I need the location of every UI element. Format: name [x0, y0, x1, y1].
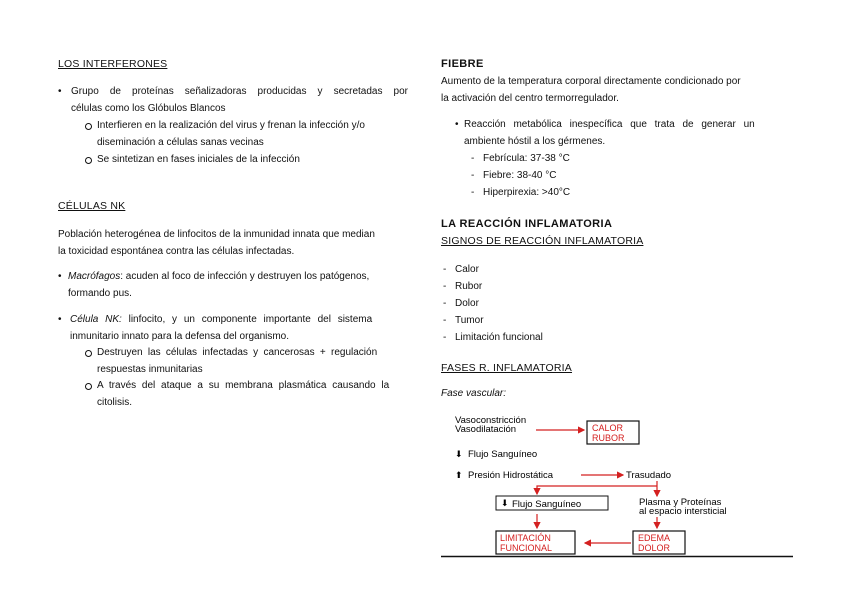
plasma-label-1: Plasma y Proteínas: [639, 497, 722, 508]
inflamatoria-heading: LA REACCIÓN INFLAMATORIA: [441, 218, 613, 230]
interferones-sub1-line2: diseminación a células sanas vecinas: [97, 137, 264, 148]
fiebre-para-line2: la activación del centro termorregulador.: [441, 92, 619, 104]
dash-marker: -: [443, 332, 447, 343]
ring-bullet-icon: [85, 350, 92, 357]
interferones-sub1-line1: Interfieren en la realización del virus y frenan la infección y/o: [97, 120, 365, 131]
macrofagos-line2: formando pus.: [68, 288, 132, 299]
dash-marker: -: [443, 264, 447, 275]
macrofagos-text: : acuden al foco de infección y destruyen los patógenos,: [120, 271, 370, 282]
arrow-to-flujo2: [537, 486, 657, 494]
bullet-dot: •: [58, 86, 62, 97]
nk-sub1-line1: Destruyen las células infectadas y cancerosas + regulación: [97, 347, 378, 358]
limitacion-label-1: LIMITACIÓN: [500, 533, 551, 543]
interferones-bullet-line2: células como los Glóbulos Blancos: [71, 103, 226, 114]
signo-limitacion: Limitación funcional: [455, 332, 543, 343]
signo-calor: Calor: [455, 264, 479, 275]
rubor-label: RUBOR: [592, 433, 625, 443]
dash-marker: -: [471, 170, 475, 181]
dash-marker: -: [443, 298, 447, 309]
celula-nk-term: Célula NK:: [70, 314, 122, 325]
plasma-label-2: al espacio intersticial: [639, 506, 727, 517]
fiebre-paragraph: [441, 74, 793, 107]
calor-label: CALOR: [592, 423, 624, 433]
dash-marker: -: [443, 281, 447, 292]
ring-bullet-icon: [85, 383, 92, 390]
vasoconstriccion-label: Vasoconstricción: [455, 415, 527, 426]
limitacion-label-2: FUNCIONAL: [500, 543, 553, 553]
ring-bullet-icon: [85, 123, 92, 130]
interferones-heading: LOS INTERFERONES: [58, 58, 168, 70]
ring-bullet-icon: [85, 157, 92, 164]
fases-heading: FASES R. INFLAMATORIA: [441, 362, 573, 374]
fase-vascular-diagram: [441, 408, 793, 558]
nk-para-line2: la toxicidad espontánea contra las células infectadas.: [58, 245, 295, 257]
flujo2-label: Flujo Sanguíneo: [512, 499, 582, 510]
fiebre-bullet-line1: Reacción metabólica inespecífica que trata de generar un: [464, 119, 755, 130]
celula-nk-line1: [70, 312, 372, 329]
signo-tumor: Tumor: [455, 315, 484, 326]
bullet-dot: •: [58, 271, 62, 282]
macrofagos-term: Macrófagos: [68, 271, 121, 282]
nk-para-line1: Población heterogénea de linfocitos de la inmunidad innata que median: [58, 229, 375, 240]
signos-heading: SIGNOS DE REACCIÓN INFLAMATORIA: [441, 235, 644, 247]
macrofagos-line1: [68, 269, 369, 286]
dolor-label: DOLOR: [638, 543, 671, 553]
fiebre-dash-1-text: Febrícula: 37-38 °C: [483, 153, 570, 164]
fiebre-heading: FIEBRE: [441, 58, 484, 70]
bullet-dot: •: [58, 314, 62, 325]
celula-nk-line2: inmunitario innato para la defensa del organismo.: [70, 331, 290, 342]
vasodilatacion-label: Vasodilatación: [455, 424, 517, 435]
interferones-sub2-text: Se sintetizan en fases iniciales de la infección: [97, 154, 300, 165]
signo-rubor: Rubor: [455, 281, 483, 292]
nk-sub2-line1: A través del ataque a su membrana plasmática causando la: [97, 380, 390, 391]
interferones-bullet-line1: Grupo de proteínas señalizadoras producidas y secretadas por: [71, 86, 408, 97]
fase-vascular-label: Fase vascular:: [441, 388, 507, 399]
fiebre-dash-2-text: Fiebre: 38-40 °C: [483, 170, 557, 181]
nk-heading: CÉLULAS NK: [58, 200, 126, 212]
celula-nk-text: linfocito, y un componente importante del sistema: [121, 314, 373, 325]
down-arrow-icon: ⬇: [455, 449, 463, 459]
fiebre-bullet-line2: ambiente hóstil a los gérmenes.: [464, 136, 606, 147]
fiebre-dash-3-text: Hiperpirexia: >40°C: [483, 187, 571, 198]
presion-label: Presión Hidrostática: [468, 470, 554, 481]
dash-marker: -: [471, 153, 475, 164]
up-arrow-icon: ⬆: [455, 470, 463, 480]
trasudado-label: Trasudado: [626, 470, 672, 481]
nk-sub2-line2: citolisis.: [97, 397, 133, 408]
flujo-label: Flujo Sanguíneo: [468, 449, 538, 460]
edema-label: EDEMA: [638, 533, 671, 543]
fiebre-para-line1: Aumento de la temperatura corporal directamente condicionado por: [441, 76, 741, 87]
nk-paragraph: [58, 227, 408, 260]
dash-marker: -: [471, 187, 475, 198]
dash-marker: -: [443, 315, 447, 326]
down-arrow-icon: ⬇: [501, 498, 509, 508]
signo-dolor: Dolor: [455, 298, 479, 309]
bullet-dot: •: [455, 119, 459, 130]
nk-sub1-line2: respuestas inmunitarias: [97, 364, 203, 375]
